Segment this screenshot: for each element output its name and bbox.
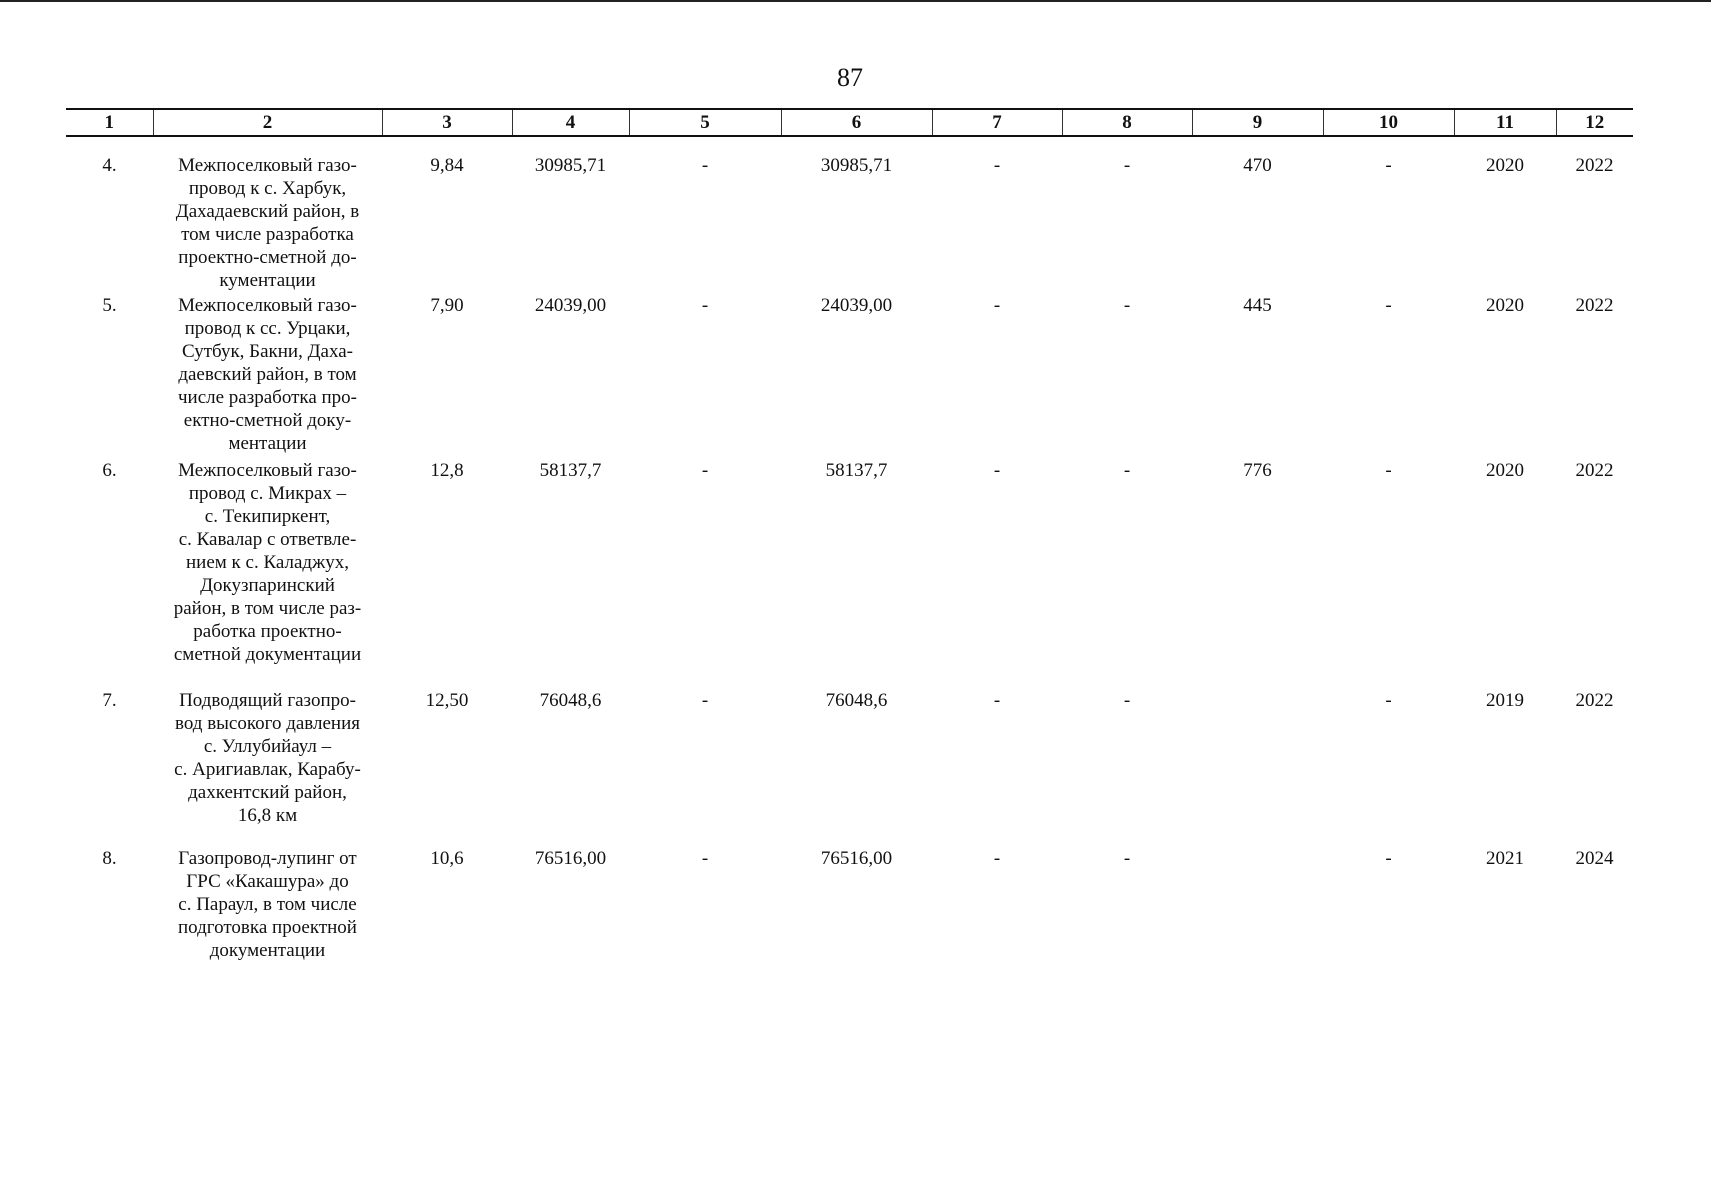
cell-col10: - [1385, 295, 1392, 316]
cell-col3: 9,84 [430, 155, 464, 176]
cell-col3: 10,6 [430, 848, 464, 869]
cell-col6: 24039,00 [820, 295, 893, 316]
table-row [66, 847, 1633, 977]
object-name: Межпоселковый газо- провод к с. Харбук, Дахадаевский район, в том числе разработка проектно-сметной до- кументации [175, 155, 360, 291]
cell-col9: 470 [1243, 155, 1272, 176]
cell-col12: 2022 [1575, 460, 1614, 481]
table-row [66, 459, 1633, 689]
cell-col3: 7,90 [430, 295, 464, 316]
cell-col4: 24039,00 [534, 295, 607, 316]
cell-col4: 76048,6 [539, 690, 602, 711]
cell-col7: - [993, 460, 1001, 481]
column-header-1: 1 [66, 109, 153, 136]
cell-col10: - [1385, 460, 1392, 481]
cell-col6: 58137,7 [825, 460, 888, 481]
cell-col5: - [701, 690, 709, 711]
cell-col6: 30985,71 [820, 155, 893, 176]
cell-col12: 2022 [1575, 155, 1614, 176]
table-row [66, 294, 1633, 459]
cell-col11: 2020 [1486, 295, 1524, 316]
cell-col8: - [1123, 155, 1131, 176]
cell-col7: - [993, 155, 1001, 176]
row-number: 8. [102, 848, 117, 869]
cell-col9 [1192, 847, 1323, 977]
cell-col8: - [1123, 690, 1131, 711]
cell-col12: 2022 [1575, 295, 1614, 316]
column-header-12: 12 [1556, 109, 1633, 136]
table-row [66, 136, 1633, 294]
cell-col5: - [701, 848, 709, 869]
page-number: 87 [837, 63, 863, 92]
cell-col8: - [1123, 460, 1131, 481]
column-header-10: 10 [1323, 109, 1454, 136]
cell-col10: - [1385, 848, 1392, 869]
column-header-9: 9 [1192, 109, 1323, 136]
cell-col12: 2024 [1575, 848, 1614, 869]
column-header-2: 2 [153, 109, 382, 136]
column-header-11: 11 [1454, 109, 1556, 136]
cell-col9 [1192, 689, 1323, 847]
cell-col9: 776 [1243, 460, 1272, 481]
cell-col4: 76516,00 [534, 848, 607, 869]
cell-col4: 58137,7 [539, 460, 602, 481]
object-name: Межпоселковый газо- провод с. Микрах – с. Текипиркент, с. Кавалар с ответвле- нием к с. Каладжух, Докузпаринский район, в том числе раз- работка проектно- сметной документации [173, 460, 362, 665]
top-border-line [0, 0, 1711, 2]
cell-col11: 2020 [1486, 460, 1524, 481]
cell-col5: - [701, 460, 709, 481]
cell-col6: 76516,00 [820, 848, 893, 869]
cell-col11: 2020 [1486, 155, 1524, 176]
cell-col7: - [993, 295, 1001, 316]
cell-col5: - [701, 155, 709, 176]
cell-col11: 2019 [1486, 690, 1524, 711]
row-number: 4. [102, 155, 117, 176]
object-name: Газопровод-лупинг от ГРС «Какашура» до с. Параул, в том числе подготовка проектной документации [178, 848, 357, 961]
data-table [66, 108, 1633, 977]
cell-col9: 445 [1243, 295, 1272, 316]
cell-col6: 76048,6 [825, 690, 888, 711]
header-row [66, 109, 1633, 136]
cell-col12: 2022 [1575, 690, 1614, 711]
row-number: 5. [102, 295, 117, 316]
cell-col7: - [993, 690, 1001, 711]
column-header-8: 8 [1062, 109, 1192, 136]
cell-col10: - [1385, 155, 1392, 176]
column-header-3: 3 [382, 109, 512, 136]
cell-col5: - [701, 295, 709, 316]
object-name: Подводящий газопро- вод высокого давления с. Уллубийаул – с. Аригиавлак, Карабу- дахкентский район, 16,8 км [174, 690, 361, 826]
column-header-5: 5 [629, 109, 781, 136]
column-header-6: 6 [781, 109, 932, 136]
cell-col11: 2021 [1486, 848, 1524, 869]
row-number: 6. [102, 460, 117, 481]
cell-col8: - [1123, 848, 1131, 869]
object-name: Межпоселковый газо- провод к сс. Урцаки, Сутбук, Бакни, Даха- даевский район, в том числе разработка про- ектно-сметной доку- ментации [177, 295, 358, 454]
column-header-7: 7 [932, 109, 1062, 136]
cell-col4: 30985,71 [534, 155, 607, 176]
cell-col10: - [1385, 690, 1392, 711]
row-number: 7. [102, 690, 117, 711]
cell-col7: - [993, 848, 1001, 869]
cell-col3: 12,50 [425, 690, 469, 711]
table-row [66, 689, 1633, 847]
column-header-4: 4 [512, 109, 629, 136]
cell-col8: - [1123, 295, 1131, 316]
cell-col3: 12,8 [430, 460, 464, 481]
